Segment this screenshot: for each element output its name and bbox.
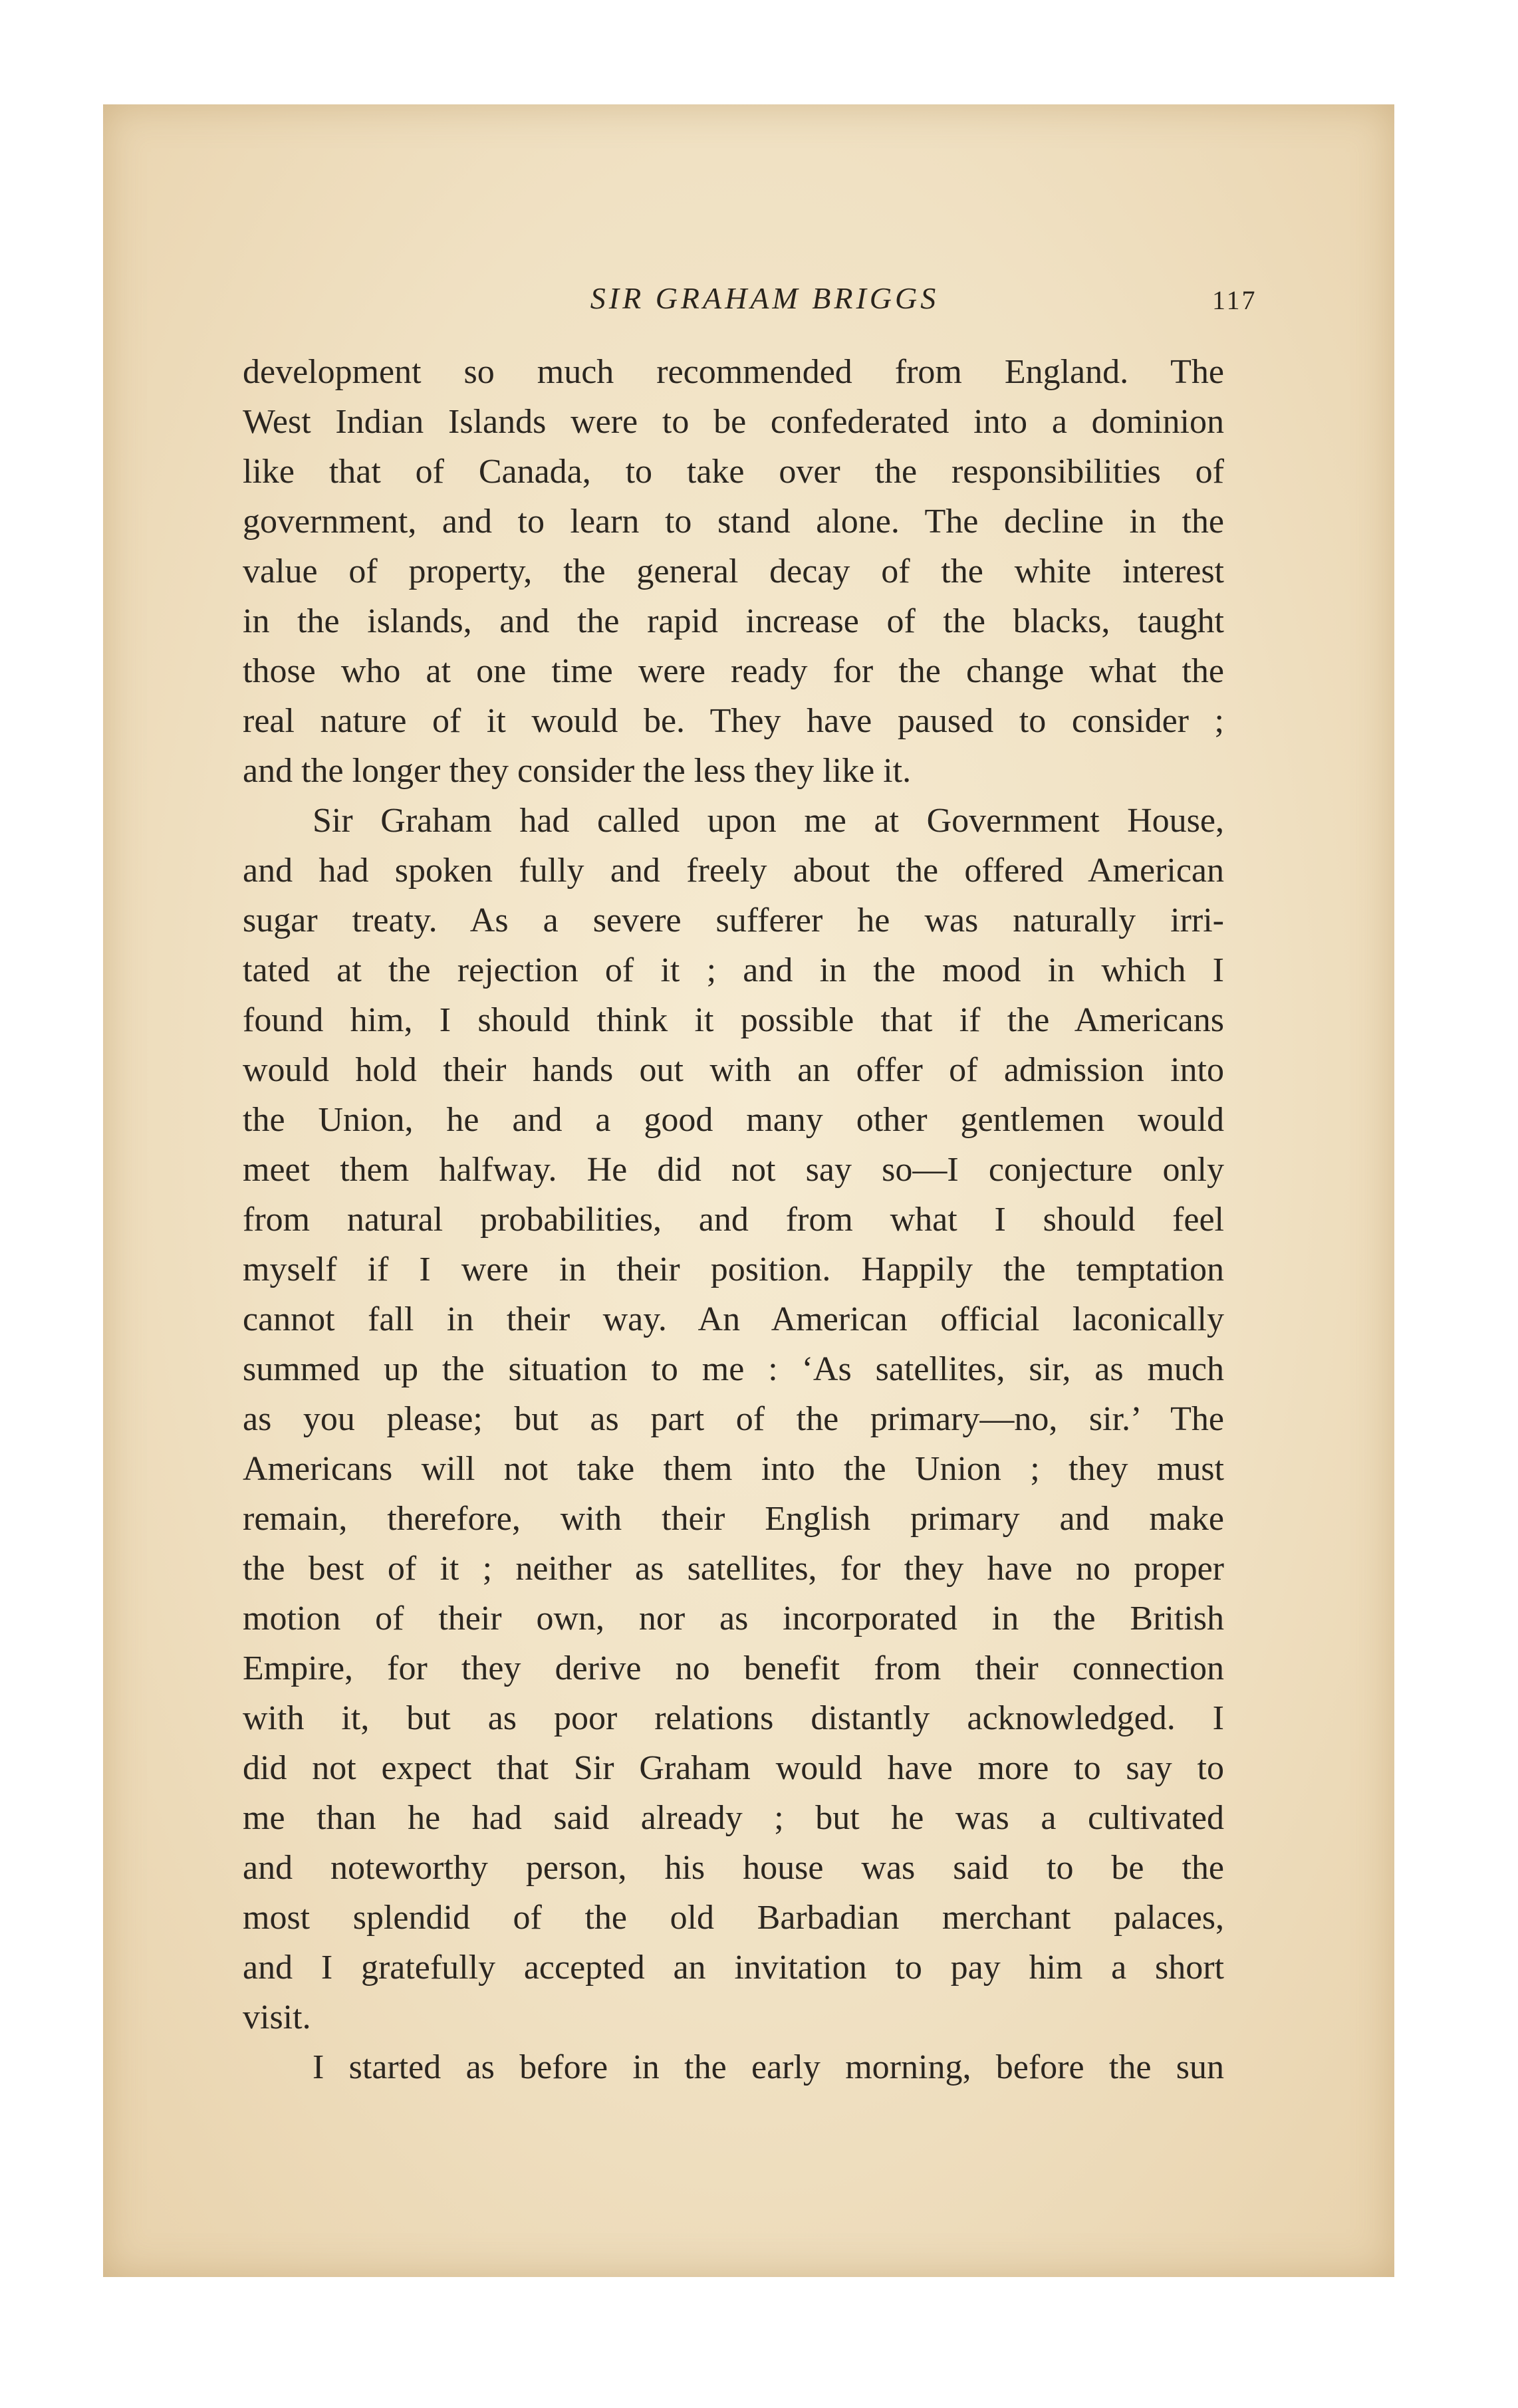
text-line: and I gratefully accepted an invitation to pay him a short [243, 1949, 1224, 1987]
text-line: like that of Canada, to take over the responsibilities of [243, 453, 1224, 491]
book-page [103, 104, 1394, 2277]
text-line: would hold their hands out with an offer of admission into [243, 1051, 1224, 1089]
text-line: from natural probabilities, and from what I should feel [243, 1201, 1224, 1239]
text-line: I started as before in the early morning, before the sun [313, 2048, 1224, 2086]
text-line: did not expect that Sir Graham would have more to say to [243, 1749, 1224, 1787]
text-line: most splendid of the old Barbadian merchant palaces, [243, 1899, 1224, 1937]
text-line: Sir Graham had called upon me at Government House, [313, 802, 1224, 840]
text-line: found him, I should think it possible that if the Americans [243, 1001, 1224, 1039]
text-line: me than he had said already ; but he was a cultivated [243, 1799, 1224, 1837]
text-line: tated at the rejection of it ; and in the mood in which I [243, 951, 1224, 989]
text-line: motion of their own, nor as incorporated in the British [243, 1600, 1224, 1637]
text-line: sugar treaty. As a severe sufferer he was naturally irri- [243, 902, 1224, 939]
text-line: meet them halfway. He did not say so—I conjecture only [243, 1151, 1224, 1189]
text-line: government, and to learn to stand alone. The decline in the [243, 503, 1224, 541]
text-line: those who at one time were ready for the change what the [243, 652, 1224, 690]
text-line: remain, therefore, with their English primary and make [243, 1500, 1224, 1538]
page-number: 117 [1212, 285, 1257, 315]
text-line: visit. [243, 1998, 311, 2036]
text-line: in the islands, and the rapid increase of the blacks, taught [243, 602, 1224, 640]
running-head [103, 281, 1394, 320]
text-line: and had spoken fully and freely about the offered American [243, 852, 1224, 890]
text-line: Empire, for they derive no benefit from their connection [243, 1649, 1224, 1687]
text-line: with it, but as poor relations distantly acknowledged. I [243, 1699, 1224, 1737]
text-line: and noteworthy person, his house was said to be the [243, 1849, 1224, 1887]
text-line: myself if I were in their position. Happily the temptation [243, 1251, 1224, 1288]
text-line: the best of it ; neither as satellites, for they have no proper [243, 1550, 1224, 1588]
text-line: as you please; but as part of the primary—no, sir.’ The [243, 1400, 1224, 1438]
text-line: West Indian Islands were to be confederated into a dominion [243, 403, 1224, 441]
text-line: development so much recommended from England. The [243, 353, 1224, 391]
body-text [243, 347, 1224, 2092]
text-line: cannot fall in their way. An American official laconically [243, 1300, 1224, 1338]
text-line: Americans will not take them into the Union ; they must [243, 1450, 1224, 1488]
text-line: the Union, he and a good many other gentlemen would [243, 1101, 1224, 1139]
text-line: summed up the situation to me : ‘As satellites, sir, as much [243, 1350, 1224, 1388]
running-head-title: SIR GRAHAM BRIGGS [590, 281, 940, 315]
text-line: value of property, the general decay of the white interest [243, 552, 1224, 590]
text-line: real nature of it would be. They have paused to consider ; [243, 702, 1224, 740]
text-line: and the longer they consider the less they like it. [243, 752, 912, 790]
